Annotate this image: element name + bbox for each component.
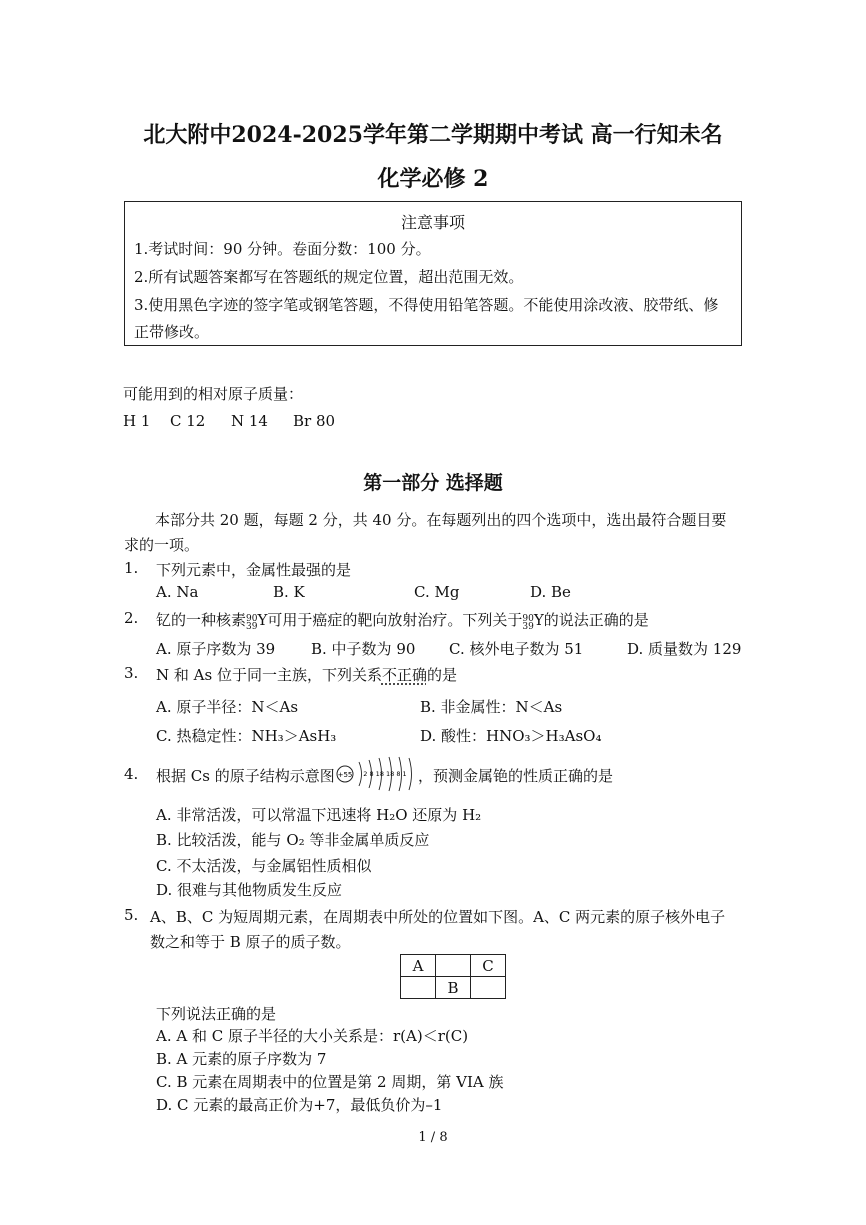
q5-option-a: A. A 和 C 原子半径的大小关系是：r(A)＜r(C) xyxy=(156,1027,469,1045)
table-cell-empty xyxy=(471,977,506,999)
table-cell-b: B xyxy=(436,977,471,999)
atomic-mass-c: C 12 xyxy=(170,412,206,430)
q1-stem: 下列元素中，金属性最强的是 xyxy=(156,561,352,579)
q2-stem-a: 钇的一种核素 xyxy=(156,611,247,629)
q3-stem-emphasis: 不正确 xyxy=(381,666,427,684)
table-cell-c: C xyxy=(471,955,506,977)
q3-stem xyxy=(156,664,457,685)
table-cell-a: A xyxy=(401,955,436,977)
q2-option-d: D. 质量数为 129 xyxy=(627,640,742,658)
atomic-mass-label: 可能用到的相对原子质量： xyxy=(123,385,304,403)
q4-option-c: C. 不太活泼，与金属铝性质相似 xyxy=(156,857,372,875)
page-number: 1 / 8 xyxy=(418,1130,448,1145)
q5-option-b: B. A 元素的原子序数为 7 xyxy=(156,1050,327,1068)
periodic-table-fragment xyxy=(400,954,506,999)
q1-option-c: C. Mg xyxy=(414,583,460,601)
q2-stem-c: Y的说法正确的是 xyxy=(533,611,649,629)
notice-title: 注意事项 xyxy=(400,213,465,232)
q4-option-d: D. 很难与其他物质发生反应 xyxy=(156,881,343,899)
atomic-mass-n: N 14 xyxy=(231,412,268,430)
electron-shell-arc xyxy=(409,758,412,790)
q5-stem-cont: 数之和等于 B 原子的质子数。 xyxy=(150,933,351,951)
electron-shell-arc xyxy=(359,762,362,786)
cs-atom-structure-diagram xyxy=(335,752,417,794)
q1-option-b: B. K xyxy=(273,583,305,601)
q2-mass-number-2: 90 xyxy=(522,614,534,624)
notice-box xyxy=(124,201,742,346)
exam-title: 北大附中2024-2025学年第二学期期中考试 高一行知未名 xyxy=(143,122,723,148)
exam-subtitle: 化学必修 2 xyxy=(377,166,489,192)
q5-number: 5. xyxy=(124,906,139,924)
q5-option-c: C. B 元素在周期表中的位置是第 2 周期，第 VIA 族 xyxy=(156,1073,504,1091)
q3-option-b: B. 非金属性：N＜As xyxy=(420,698,563,716)
notice-item: 1.考试时间：90 分钟。卷面分数：100 分。 xyxy=(134,240,431,258)
section-title: 第一部分 选择题 xyxy=(363,472,503,494)
q2-number: 2. xyxy=(124,609,139,627)
q5-option-d: D. C 元素的最高正价为+7，最低负价为–1 xyxy=(156,1096,443,1114)
q2-option-b: B. 中子数为 90 xyxy=(311,640,416,658)
table-cell-empty xyxy=(401,977,436,999)
q1-number: 1. xyxy=(124,559,139,577)
q3-option-d: D. 酸性：HNO₃＞H₃AsO₄ xyxy=(420,727,602,745)
notice-item: 2.所有试题答案都写在答题纸的规定位置，超出范围无效。 xyxy=(134,268,524,286)
q2-nuclide-2 xyxy=(522,615,533,631)
atom-shell-electrons: 2 8 18 18 8 1 xyxy=(363,770,407,778)
q2-stem-b: Y可用于癌症的靶向放射治疗。下列关于 xyxy=(257,611,523,629)
q4-stem-b: ，预测金属铯的性质正确的是 xyxy=(418,767,614,785)
q4-number: 4. xyxy=(124,765,139,783)
q3-stem-a: N 和 As 位于同一主族，下列关系 xyxy=(156,666,382,684)
atomic-mass-h: H 1 xyxy=(123,412,151,430)
q3-stem-b: 的是 xyxy=(426,666,457,684)
q4-option-b: B. 比较活泼，能与 O₂ 等非金属单质反应 xyxy=(156,831,430,849)
table-row xyxy=(401,955,506,977)
q3-option-c: C. 热稳定性：NH₃＞AsH₃ xyxy=(156,727,337,745)
q3-option-a: A. 原子半径：N＜As xyxy=(156,698,299,716)
atom-nucleus-charge: +55 xyxy=(337,771,353,779)
q2-option-c: C. 核外电子数为 51 xyxy=(449,640,584,658)
notice-item: 3.使用黑色字迹的签字笔或钢笔答题，不得使用铅笔答题。不能使用涂改液、胶带纸、修 xyxy=(134,296,719,314)
table-cell-empty xyxy=(436,955,471,977)
q1-option-d: D. Be xyxy=(530,583,571,601)
q2-nuclide xyxy=(246,615,257,631)
q2-mass-number: 90 xyxy=(246,614,258,624)
section-intro: 本部分共 20 题，每题 2 分，共 40 分。在每题列出的四个选项中，选出最符合题目要 xyxy=(155,511,727,529)
q2-atomic-number: 39 xyxy=(246,622,258,632)
q4-option-a: A. 非常活泼，可以常温下迅速将 H₂O 还原为 H₂ xyxy=(156,806,482,824)
q3-number: 3. xyxy=(124,664,139,682)
q2-atomic-number-2: 39 xyxy=(522,622,534,632)
q5-stem: A、B、C 为短周期元素，在周期表中所处的位置如下图。A、C 两元素的原子核外电子 xyxy=(150,908,726,926)
table-row xyxy=(401,977,506,999)
q1-option-a: A. Na xyxy=(156,583,199,601)
atomic-mass-br: Br 80 xyxy=(293,412,336,430)
q4-stem-a: 根据 Cs 的原子结构示意图 xyxy=(156,767,335,785)
q2-option-a: A. 原子序数为 39 xyxy=(156,640,276,658)
section-intro-cont: 求的一项。 xyxy=(124,536,200,554)
q2-stem xyxy=(156,609,649,631)
notice-item: 正带修改。 xyxy=(134,323,210,341)
q5-prompt: 下列说法正确的是 xyxy=(156,1005,277,1023)
